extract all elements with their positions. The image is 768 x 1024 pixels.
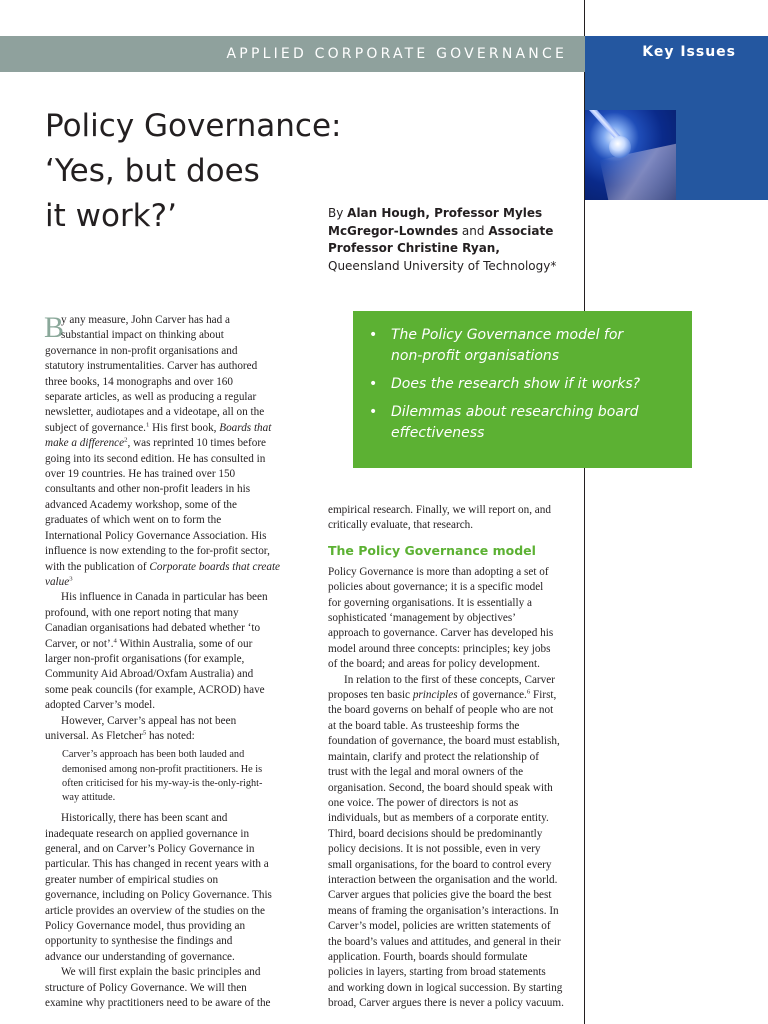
- intro-paragraph: empirical research. Finally, we will report on, and critically evaluate, that research.: [328, 504, 551, 532]
- byline-and: and: [458, 223, 489, 238]
- section-header-bar: [0, 36, 585, 72]
- key-point-1: • The Policy Governance model for non-profit organisations: [369, 327, 624, 364]
- key-points-list: [369, 325, 682, 444]
- photo-sphere: [609, 136, 631, 158]
- key-point-3: • Dilemmas about researching board effectiveness: [369, 404, 639, 441]
- title-line-1: Policy Governance:: [45, 108, 342, 144]
- author-3b: Professor Christine Ryan,: [328, 241, 500, 255]
- article-title: [45, 104, 348, 239]
- author-3a: Associate: [488, 223, 554, 238]
- byline: [328, 205, 578, 275]
- title-line-3: it work?’: [45, 198, 177, 234]
- paragraph-4: Historically, there has been scant and inadequate research on applied governance in general, and on Carver’s Policy Governance in particular. This has changed in recent years with a greater number of empirical studies on governance, including on Policy Governance. This article provides an overview of the studies on the Policy Governance model, thus providing an opportunity to synthesise the findings and advance our understanding of governance.: [45, 812, 272, 963]
- paragraph-5: We will first explain the basic principles and structure of Policy Governance. We will then examine why practitioners need to be aware of the: [45, 966, 271, 1010]
- decorative-photo: [585, 110, 676, 200]
- affiliation: Queensland University of Technology*: [328, 258, 557, 273]
- right-column: [328, 503, 574, 1012]
- block-quote: Carver’s approach has been both lauded and demonised among non-profit practitioners. He is often criticised for his my-way-is the-only-right- way attitude.: [62, 749, 263, 803]
- paragraph-1: y any measure, John Carver has had a substantial impact on thinking about governance in non-profit organisations and statutory instrumentalities. Carver has authored three books, 14 monographs and over 160 separate articles, as well as producing a regular newsletter, audiotapes and a videotape, all on the subject of governance.$^1$ His first book, Boards that make a difference$^2$, was reprinted 10 times before going into its second edition. He has consulted in over 19 countries. He has trained over 150 consultants and other non-profit leaders in his advanced Academy workshop, some of the graduates of which went on to form the International Policy Governance Association. His influence is now extending to the for-profit sector, with the publication of Corporate boards that create value$^3$: [45, 314, 281, 588]
- section-heading: The Policy Governance model: [328, 542, 536, 558]
- section-label: APPLIED CORPORATE GOVERNANCE: [226, 46, 567, 62]
- key-point-2: • Does the research show if it works?: [369, 374, 682, 395]
- byline-by: By: [328, 206, 348, 220]
- key-issues-label: Key Issues: [642, 44, 736, 60]
- model-paragraph-2: In relation to the first of these concepts, Carver proposes ten basic principles of governance.$^6$ First, the board governs on behalf of people who are not at the board table. As trusteeship forms the foundation of governance, the board must establish, maintain, clarify and protect the relationship of trust with the legal and moral owners of the organisation. Second, the board should speak with one voice. The power of directors is not as individuals, but as members of a corporate entity. Third, board decisions should be predominantly policy decisions. It is not possible, even in very small organisations, for the board to control every interaction between the organisation and the world. Carver argues that policies give the board the best means of framing the organisation’s interactions. In Carver’s model, policies are written statements of the board’s values and attitudes, and general in their application. Fourth, boards should formulate policies in layers, starting from broad statements and working down in logical succession. By starting broad, Carver argues there is never a policy vacuum.: [328, 673, 564, 1010]
- title-line-2: ‘Yes, but does: [45, 153, 260, 189]
- drop-cap: B: [44, 311, 65, 344]
- author-2: McGregor-Lowndes: [328, 223, 459, 238]
- paragraph-3: However, Carver’s appeal has not been universal. As Fletcher$^5$ has noted:: [45, 714, 237, 742]
- bullet-icon: •: [369, 376, 378, 392]
- paragraph-2: His influence in Canada in particular has been profound, with one report noting that many Canadian organisations had debated whether ‘to Carver, or not’.$^4$ Within Australia, some of our larger non-profit organisations (for example, Community Aid Abroad/Oxfam Australia) and some peak councils (for example, ACROD) have adopted Carver’s model.: [45, 591, 268, 712]
- author-1: Alan Hough, Professor Myles: [347, 206, 543, 220]
- key-points-box: [353, 311, 692, 468]
- model-paragraph-1: Policy Governance is more than adopting a set of policies about governance; it is a specific model for governing organisations. It is essentially a sophisticated ‘management by objectives’ approach to governance. Carver has developed his model around three concepts: principles; key jobs of the board; and areas for policy development.: [328, 565, 554, 671]
- bullet-icon: •: [369, 404, 378, 420]
- left-column: [45, 313, 293, 1011]
- bullet-icon: •: [369, 327, 378, 343]
